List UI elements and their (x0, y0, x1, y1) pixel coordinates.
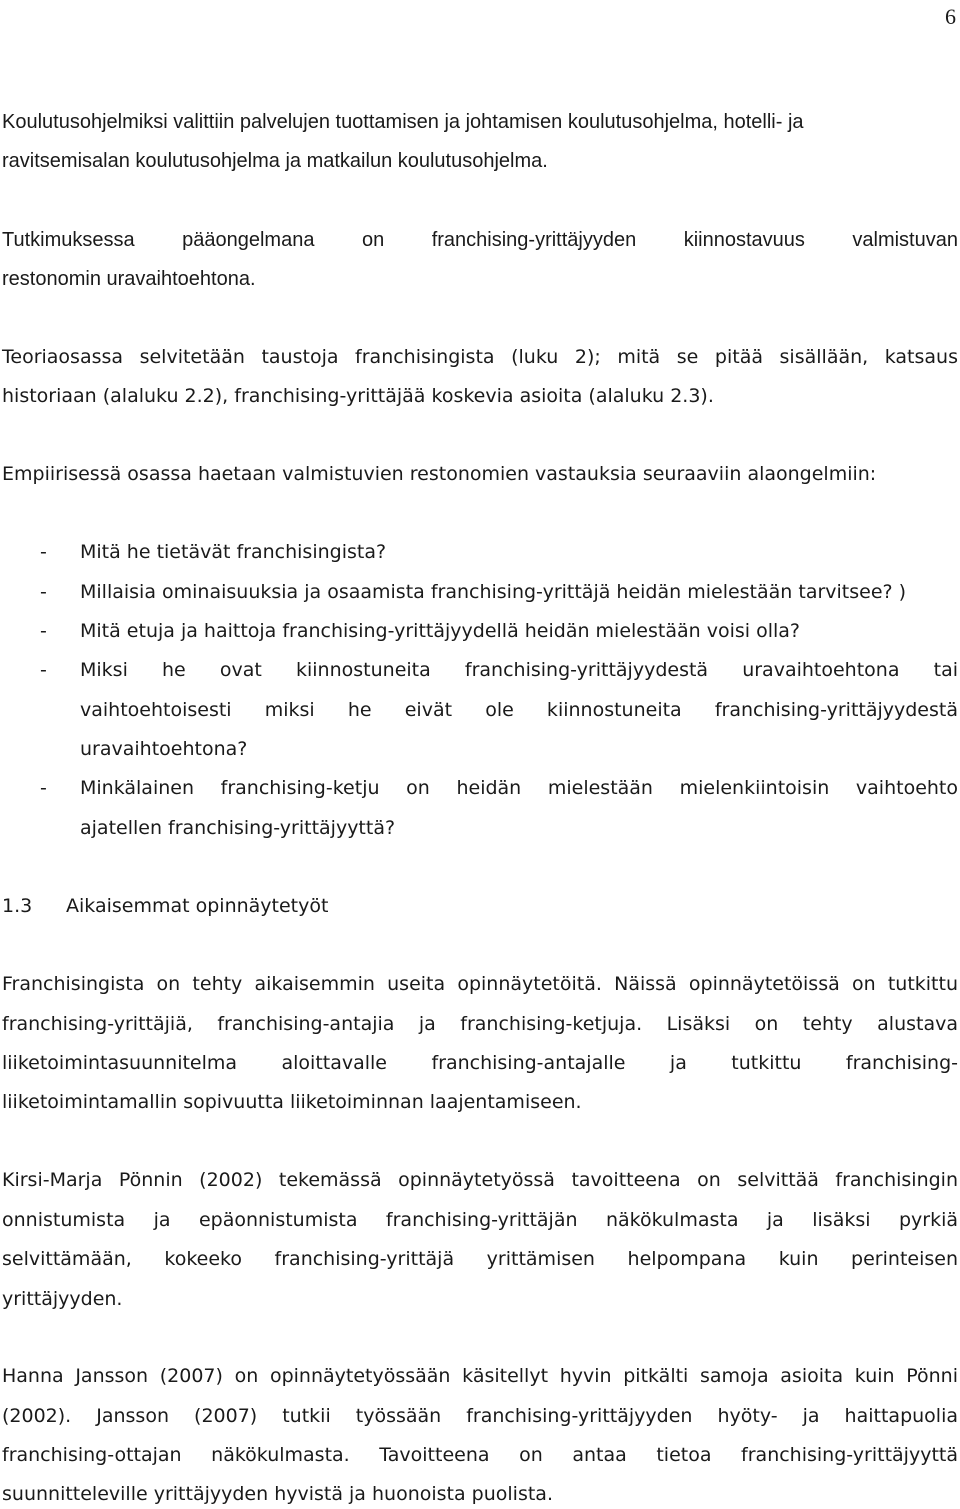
paragraph-line: onnistumista ja epäonnistumista franchising-yrittäjän näkökulmasta ja lisäksi pyrkiä (2, 1209, 958, 1231)
paragraph-line: selvittämään, kokeeko franchising-yrittäjä yrittämisen helpompana kuin perinteisen (2, 1248, 958, 1270)
paragraph-line: franchising-yrittäjiä, franchising-antajia ja franchising-ketjuja. Lisäksi on tehty alustava (2, 1013, 958, 1035)
list-item-text: Minkälainen franchising-ketju on heidän mielestään mielenkiintoisin vaihtoehto (80, 777, 958, 799)
paragraph-line: franchising-ottajan näkökulmasta. Tavoitteena on antaa tietoa franchising-yrittäjyyttä (2, 1444, 958, 1466)
list-bullet: - (40, 659, 47, 681)
paragraph-line: yrittäjyyden. (2, 1288, 123, 1310)
list-item-text: vaihtoehtoisesti miksi he eivät ole kiinnostuneita franchising-yrittäjyydestä (80, 699, 958, 721)
paragraph-line: Hanna Jansson (2007) on opinnäytetyössään käsitellyt hyvin pitkälti samoja asioita kuin Pönni (2, 1365, 958, 1387)
list-item-text: Millaisia ominaisuuksia ja osaamista franchising-yrittäjä heidän mielestään tarvitsee? ) (80, 581, 907, 603)
list-bullet: - (40, 620, 47, 642)
paragraph-line: Koulutusohjelmiksi valittiin palvelujen tuottamisen ja johtamisen koulutusohjelma, hotelli- ja (2, 111, 804, 133)
list-item-text: ajatellen franchising-yrittäjyyttä? (80, 817, 396, 839)
section-title: Aikaisemmat opinnäytetyöt (66, 895, 329, 917)
list-bullet: - (40, 581, 47, 603)
list-item-text: Mitä etuja ja haittoja franchising-yrittäjyydellä heidän mielestään voisi olla? (80, 620, 800, 642)
paragraph-line: Kirsi-Marja Pönnin (2002) tekemässä opinnäytetyössä tavoitteena on selvittää franchisingin (2, 1169, 958, 1191)
paragraph-line: liiketoimintasuunnitelma aloittavalle franchising-antajalle ja tutkittu franchising- (2, 1052, 958, 1074)
paragraph-line: suunnitteleville yrittäjyyden hyvistä ja huonoista puolista. (2, 1483, 553, 1505)
list-item-text: Miksi he ovat kiinnostuneita franchising-yrittäjyydestä uravaihtoehtona tai (80, 659, 958, 681)
paragraph-line: Tutkimuksessa pääongelmana on franchising-yrittäjyyden kiinnostavuus valmistuvan (2, 229, 958, 251)
paragraph-line: liiketoimintamallin sopivuutta liiketoiminnan laajentamiseen. (2, 1091, 582, 1113)
paragraph-line: restonomin uravaihtoehtona. (2, 268, 256, 290)
list-bullet: - (40, 541, 47, 563)
paragraph-line: Empiirisessä osassa haetaan valmistuvien restonomien vastauksia seuraaviin alaongelmiin: (2, 463, 877, 485)
page-number: 6 (945, 4, 956, 29)
list-bullet: - (40, 777, 47, 799)
paragraph-line: ravitsemisalan koulutusohjelma ja matkailun koulutusohjelma. (2, 150, 548, 172)
paragraph-line: historiaan (alaluku 2.2), franchising-yrittäjää koskevia asioita (alaluku 2.3). (2, 385, 714, 407)
paragraph-line: Teoriaosassa selvitetään taustoja franchisingista (luku 2); mitä se pitää sisällään, katsaus (2, 346, 958, 368)
list-item-text: Mitä he tietävät franchisingista? (80, 541, 387, 563)
paragraph-line: (2002). Jansson (2007) tutkii työssään franchising-yrittäjyyden hyöty- ja haittapuolia (2, 1405, 958, 1427)
paragraph-line: Franchisingista on tehty aikaisemmin useita opinnäytetöitä. Näissä opinnäytetöissä on tutkittu (2, 973, 958, 995)
section-number: 1.3 (2, 895, 33, 917)
list-item-text: uravaihtoehtona? (80, 738, 248, 760)
